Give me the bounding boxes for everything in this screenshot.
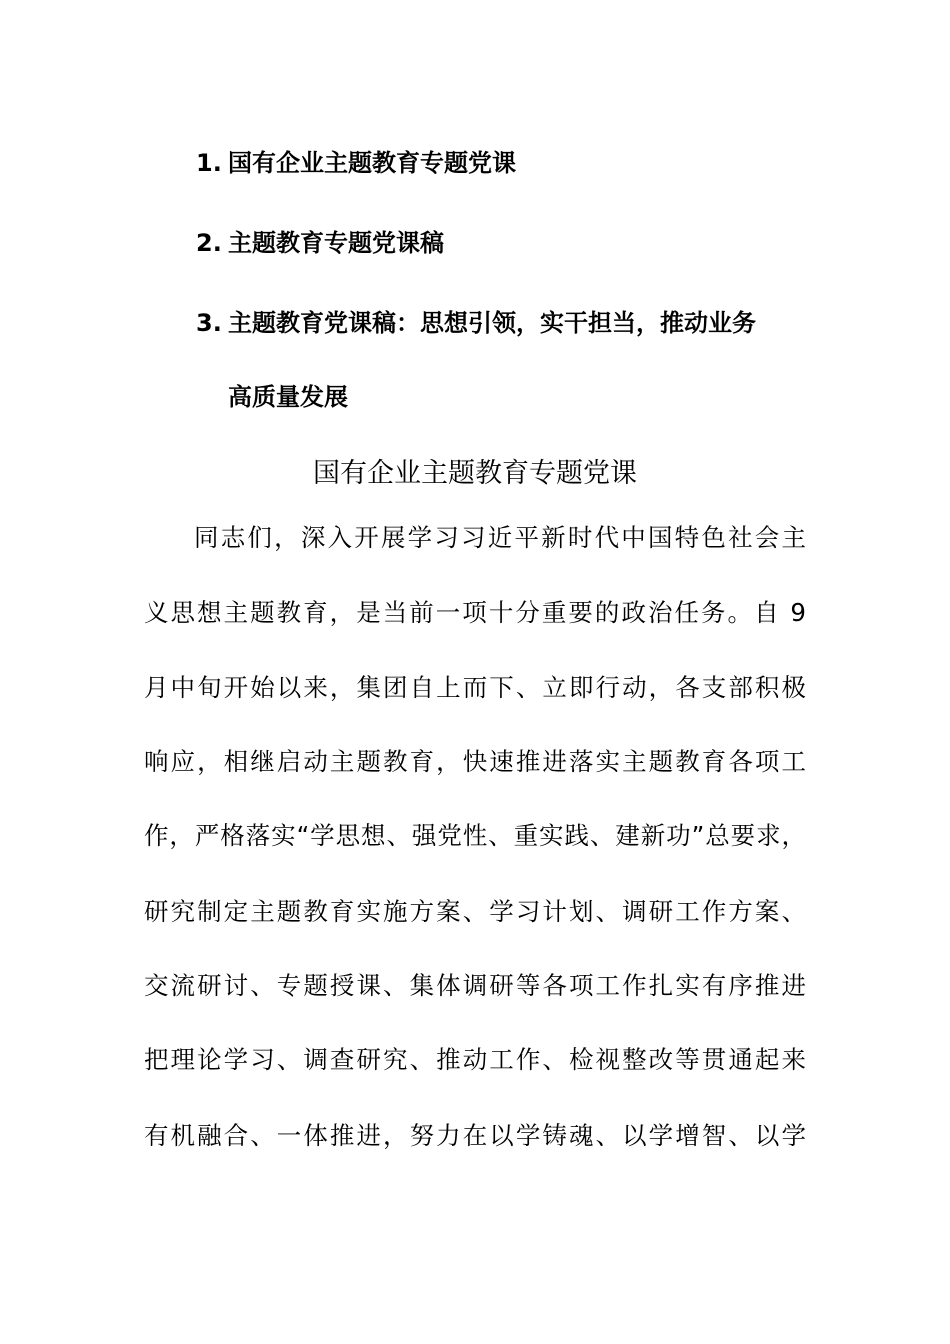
body-line: 交流研讨、专题授课、集体调研等各项工作扎实有序推进 bbox=[144, 971, 806, 1000]
toc-item-3[interactable] bbox=[196, 308, 756, 338]
toc-item-3-continuation[interactable]: 高质量发展 bbox=[228, 383, 348, 411]
body-line: 义思想主题教育，是当前一项十分重要的政治任务。自 9 bbox=[144, 598, 806, 627]
toc-item-text: 主题教育专题党课稿 bbox=[228, 229, 444, 257]
toc-item-number: 2. bbox=[196, 229, 222, 257]
body-line: 作，严格落实“学思想、强党性、重实践、建新功”总要求， bbox=[144, 821, 806, 850]
body-line: 有机融合、一体推进，努力在以学铸魂、以学增智、以学 bbox=[144, 1121, 806, 1150]
toc-item-number: 3. bbox=[196, 309, 222, 337]
body-line: 月中旬开始以来，集团自上而下、立即行动，各支部积极 bbox=[144, 673, 806, 702]
toc-item-number: 1. bbox=[196, 149, 222, 177]
body-line: 把理论学习、调查研究、推动工作、检视整改等贯通起来 bbox=[144, 1045, 806, 1074]
toc-item-text: 国有企业主题教育专题党课 bbox=[228, 149, 516, 177]
body-line: 同志们，深入开展学习习近平新时代中国特色社会主 bbox=[194, 523, 806, 552]
toc-item-2[interactable] bbox=[196, 228, 444, 258]
toc-item-text: 主题教育党课稿：思想引领，实干担当，推动业务 bbox=[228, 309, 756, 337]
body-line: 研究制定主题教育实施方案、学习计划、调研工作方案、 bbox=[144, 897, 806, 926]
toc-item-1[interactable] bbox=[196, 148, 516, 178]
document-title: 国有企业主题教育专题党课 bbox=[313, 458, 637, 489]
body-line: 响应，相继启动主题教育，快速推进落实主题教育各项工 bbox=[144, 747, 806, 776]
